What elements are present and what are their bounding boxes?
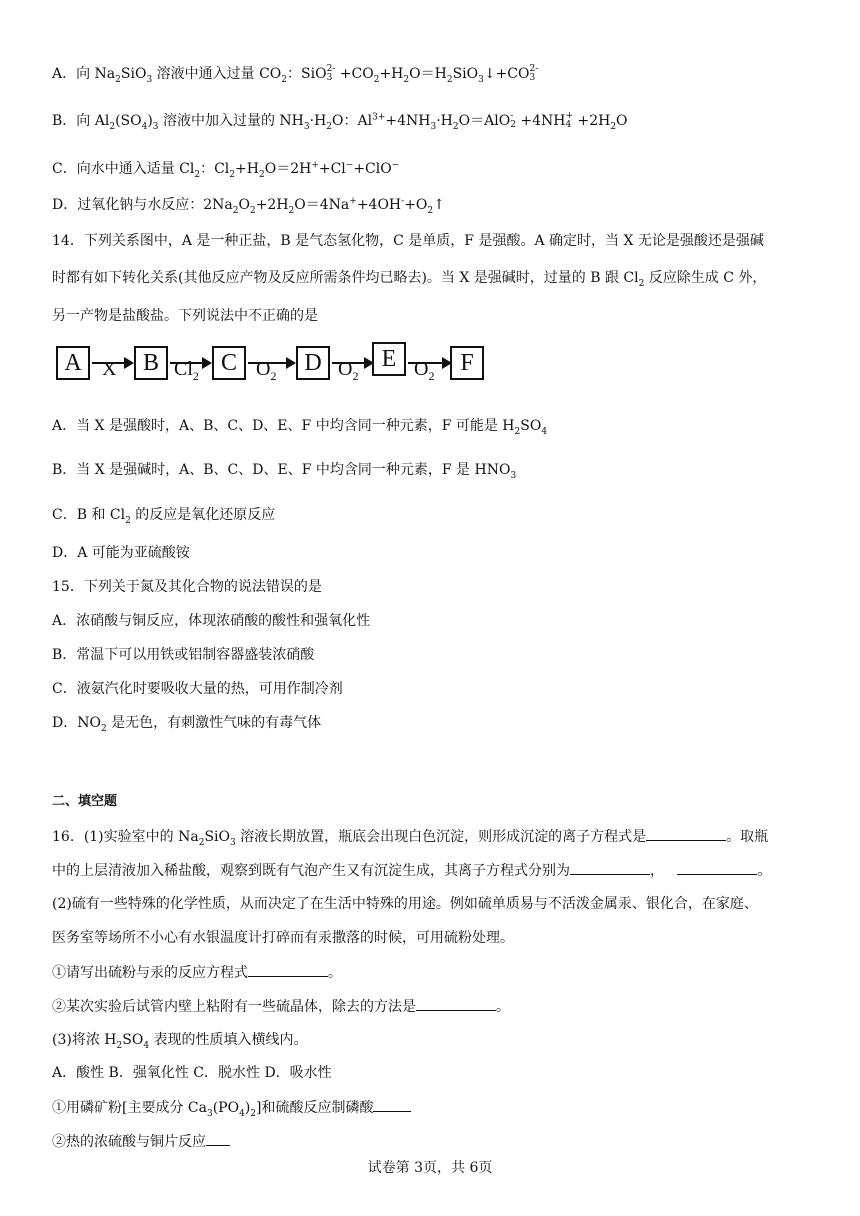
q16-line-7: (3)将浓 $H_2SO_4$ 表现的性质填入横线内。 bbox=[52, 1032, 308, 1051]
q14-option-b: B．当 X 是强碱时，A、B、C、D、E、F 中均含同一种元素，F 是 $HNO_3$ bbox=[52, 462, 517, 481]
section-heading-fill-in: 二、填空题 bbox=[52, 794, 118, 809]
chain-arrow-o2-3 bbox=[408, 358, 450, 383]
answer-blank[interactable] bbox=[646, 826, 726, 841]
chain-arrow-o2-1 bbox=[248, 358, 294, 383]
chain-arrow-cl2 bbox=[170, 358, 210, 383]
q16-line-5: ①请写出硫粉与汞的反应方程式 。 bbox=[52, 962, 342, 983]
arrow-label-cl2: $Cl_2$ bbox=[174, 358, 199, 383]
q14-stem-line-3: 另一产物是盐酸盐。下列说法中不正确的是 bbox=[52, 308, 318, 324]
q14-stem-line-1: 14．下列关系图中，A 是一种正盐，B 是气态氢化物，C 是单质，F 是强酸。A 确定时，当 X 无论是强酸还是强碱 bbox=[52, 233, 764, 249]
page-footer: 试卷第 3页，共 6页 bbox=[367, 1160, 493, 1176]
answer-blank[interactable] bbox=[570, 860, 650, 875]
q16-line-9: ①用磷矿粉[主要成分 $Ca_3(PO_4)_2$]和硫酸反应制磷酸 bbox=[52, 1097, 411, 1118]
chain-box-b: B bbox=[134, 346, 168, 380]
arrow-label-x: X bbox=[102, 358, 117, 380]
chain-box-a: A bbox=[56, 346, 90, 380]
answer-blank[interactable] bbox=[416, 996, 496, 1011]
q16-line-10: ②热的浓硫酸与铜片反应 bbox=[52, 1131, 230, 1152]
arrow-label-o2: $O_2$ bbox=[414, 358, 435, 383]
q14-stem-line-2: 时都有如下转化关系(其他反应产物及反应所需条件均已略去)。当 X 是强碱时，过量的 B 跟 $Cl_2$ 反应除生成 C 外， bbox=[52, 270, 767, 289]
q16-line-4: 医务室等场所不小心有水银温度计打碎而有汞撒落的时候，可用硫粉处理。 bbox=[52, 930, 514, 946]
chain-box-e: E bbox=[372, 342, 406, 376]
q15-option-d: D．$NO_2$ 是无色，有刺激性气味的有毒气体 bbox=[52, 715, 322, 734]
q15-option-b: B．常温下可以用铁或铝制容器盛装浓硝酸 bbox=[52, 647, 315, 663]
chain-box-d: D bbox=[296, 346, 330, 380]
q14-option-c: C．B 和 $Cl_2$ 的反应是氧化还原反应 bbox=[52, 507, 276, 526]
q15-option-a: A．浓硝酸与铜反应，体现浓硝酸的酸性和强氧化性 bbox=[52, 613, 371, 629]
q16-line-1: 16．(1)实验室中的 $Na_2SiO_3$ 溶液长期放置，瓶底会出现白色沉淀，则形成沉淀的离子方程式是 。取瓶 bbox=[52, 826, 768, 847]
chain-arrow-x bbox=[92, 358, 132, 380]
q16-line-8: A．酸性 B．强氧化性 C．脱水性 D．吸水性 bbox=[52, 1065, 332, 1081]
q14-option-a: A．当 X 是强酸时，A、B、C、D、E、F 中均含同一种元素，F 可能是 $H_2SO_4$ bbox=[52, 418, 548, 437]
arrow-label-o2: $O_2$ bbox=[338, 358, 359, 383]
q13-option-a: A．向 $Na_2SiO_3$ 溶液中通入过量 $CO_2$：SiO 2- 3 $+CO_2+H_2O=H_2SiO_3↓+CO$ 2- 3 bbox=[52, 64, 539, 85]
q16-line-2: 中的上层清液加入稀盐酸，观察到既有气泡产生又有沉淀生成，其离子方程式分别为 ， 。 bbox=[52, 860, 771, 881]
chain-arrow-o2-2 bbox=[332, 358, 372, 383]
reaction-chain-diagram bbox=[56, 340, 496, 390]
answer-blank[interactable] bbox=[206, 1131, 230, 1146]
q15-option-c: C．液氨汽化时要吸收大量的热，可用作制冷剂 bbox=[52, 681, 343, 697]
q14-option-d: D．A 可能为亚硫酸铵 bbox=[52, 545, 190, 561]
q13-option-c: C．向水中通入适量 $Cl_2$：$Cl_2+H_2O=2H^++Cl^-+ClO^-$ bbox=[52, 160, 400, 180]
chain-box-f: F bbox=[450, 346, 484, 380]
answer-blank[interactable] bbox=[677, 860, 757, 875]
arrow-label-o2: $O_2$ bbox=[256, 358, 277, 383]
q16-line-6: ②某次实验后试管内壁上粘附有一些硫晶体，除去的方法是 。 bbox=[52, 996, 510, 1017]
q15-stem: 15．下列关于氮及其化合物的说法错误的是 bbox=[52, 579, 322, 595]
chain-box-c: C bbox=[212, 346, 246, 380]
answer-blank[interactable] bbox=[373, 1097, 411, 1112]
answer-blank[interactable] bbox=[248, 962, 328, 977]
q13-option-d: D．过氧化钠与水反应：$2Na_2O_2+2H_2O=4Na^++4OH^-+O_2↑$ bbox=[52, 196, 445, 216]
q16-line-3: (2)硫有一些特殊的化学性质，从而决定了在生活中特殊的用途。例如硫单质易与不活泼金属汞、银化合，在家庭、 bbox=[52, 896, 758, 912]
q13-option-b: B．向 $Al_2(SO_4)_3$ 溶液中加入过量的 $NH_3\cdot H_2O$：$Al^{3+}+4NH_3\cdot H_2O=AlO$ - 2 +4NH + 4 $+2H_2O$ bbox=[52, 111, 628, 132]
